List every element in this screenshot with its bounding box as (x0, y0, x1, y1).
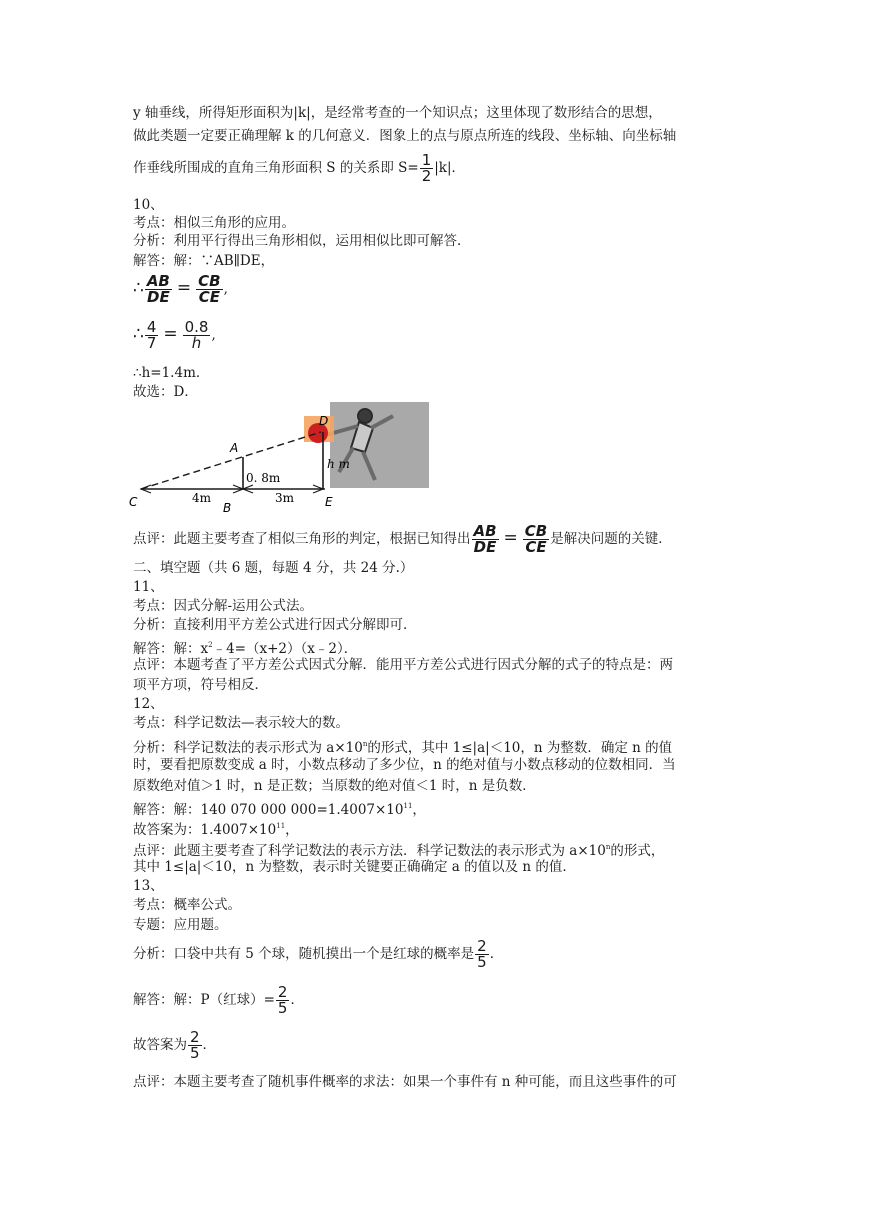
kaodian-line: 考点：因式分解-运用公式法。 (133, 598, 314, 614)
fraction-numerator: 2 (277, 983, 288, 1001)
answer-line: 故选：D． (133, 384, 198, 400)
text-line: 做此类题一定要正确理解 k 的几何意义．图象上的点与原点所连的线段、坐标轴、向坐标轴 (133, 128, 677, 144)
text-run: ． (290, 992, 304, 1008)
fraction-two-fifths (188, 1030, 202, 1061)
text-run: 故答案为 (133, 1037, 187, 1053)
fraction-numerator: AB (473, 522, 497, 540)
fraction-numerator: 2 (190, 1028, 200, 1046)
fraction-numerator: 0.8 (184, 318, 209, 336)
fraction (145, 274, 172, 305)
fraction-denominator: 5 (477, 953, 487, 971)
fraction-numerator: CB (524, 522, 548, 540)
equals-sign: = (163, 324, 178, 344)
superscript: 2 (208, 641, 213, 649)
dianping-line: 点评：本题考查了平方差公式因式分解．能用平方差公式进行因式分解的式子的特点是：两 (133, 657, 673, 673)
text-run: ． (489, 946, 504, 962)
dianping-line: 项平方项，符号相反． (133, 677, 268, 693)
kaodian-line: 考点：科学记数法—表示较大的数。 (133, 715, 349, 731)
therefore-symbol: ∴ (133, 324, 144, 344)
superscript: 11 (276, 822, 286, 830)
fraction-denominator: DE (473, 538, 497, 556)
section-heading: 二、填空题（共 6 题，每题 4 分，共 24 分.） (133, 560, 414, 576)
dianping-line (133, 838, 664, 860)
question-number: 11、 (133, 579, 164, 595)
jieda-line (133, 985, 304, 1016)
text-run: ， (412, 802, 426, 818)
text-line (133, 153, 465, 184)
superscript: n (362, 740, 368, 748)
fraction-numerator: 2 (477, 937, 487, 955)
kaodian-line: 考点：相似三角形的应用。 (133, 215, 295, 231)
text-run: 解答：解：140 070 000 000=1.4007×10 (133, 802, 404, 818)
fraction-denominator: h (191, 334, 202, 352)
fraction-one-half (420, 153, 434, 184)
text-run: 解答：解：P（红球）= (133, 992, 275, 1008)
text-run: ﹣4=（x+2）（x﹣2）． (212, 641, 358, 657)
jieda-line: 解答：解：∵AB∥DE， (133, 253, 275, 269)
point-label-a: A (230, 441, 239, 455)
fraction-two-fifths (276, 985, 290, 1016)
text-line: y 轴垂线，所得矩形面积为|k|，是经常考查的一个知识点；这里体现了数形结合的思想， (133, 105, 662, 121)
text-run: |k|． (434, 160, 466, 176)
equation-ratio-2 (133, 320, 216, 351)
fenxi-line: 分析：利用平行得出三角形相似，运用相似比即可解答． (133, 233, 471, 249)
fenxi-line (133, 939, 503, 970)
text-run: 的形式，其中 1≤|a|＜10，n 为整数．确定 n 的值 (367, 740, 673, 756)
text-run: ， (285, 822, 299, 838)
text-run: 分析：口袋中共有 5 个球，随机摸出一个是红球的概率是 (133, 946, 475, 962)
answer-line (133, 817, 299, 839)
text-run: 作垂线所围成的直角三角形面积 S 的关系即 S= (133, 160, 419, 176)
jieda-line (133, 636, 357, 658)
question-number: 13、 (133, 878, 164, 894)
text-run: 是解决问题的关键． (550, 531, 672, 547)
dianping-line: 其中 1≤|a|＜10，n 为整数，表示时关键要正确确定 a 的值以及 n 的值． (133, 859, 576, 875)
equals-sign: = (176, 278, 192, 298)
text-run: ． (202, 1037, 217, 1053)
equation-ratio-1 (133, 274, 228, 305)
text-run: 解答：解：x (133, 641, 209, 657)
label-cb-length: 4m (192, 491, 212, 505)
fraction-denominator: 5 (277, 999, 288, 1017)
text-run: 分析：科学记数法的表示形式为 a×10 (133, 740, 363, 756)
therefore-symbol: ∴ (133, 278, 144, 298)
point-label-c: C (129, 495, 138, 509)
jieda-line (133, 797, 426, 819)
similar-triangles-figure (129, 402, 429, 514)
fraction (145, 320, 159, 351)
fenxi-line: 原数绝对值＞1 时，n 是正数；当原数的绝对值＜1 时，n 是负数． (133, 778, 536, 794)
fraction-denominator: DE (147, 288, 170, 306)
text-run: 点评：此题主要考查了科学记数法的表示方法．科学记数法的表示形式为 a×10 (133, 843, 606, 859)
fraction-numerator: AB (146, 272, 170, 290)
equals-sign: = (503, 528, 518, 548)
fraction-two-fifths (475, 939, 489, 970)
fraction-denominator: 7 (146, 334, 157, 352)
fraction-denominator: CE (525, 538, 547, 556)
text-run: 的形式， (610, 843, 665, 859)
fraction (196, 274, 222, 305)
fenxi-line: 分析：直接利用平方差公式进行因式分解即可． (133, 617, 417, 633)
result-line: ∴h=1.4m． (133, 365, 210, 381)
superscript: n (605, 843, 611, 851)
zhuanti-line: 专题：应用题。 (133, 917, 228, 933)
kaodian-line: 考点：概率公式。 (133, 897, 241, 913)
label-be-length: 3m (275, 491, 295, 505)
dianping-line: 点评：本题主要考查了随机事件概率的求法：如果一个事件有 n 种可能，而且这些事件的可 (133, 1074, 677, 1090)
photo-background (330, 402, 429, 488)
question-number: 12、 (133, 696, 164, 712)
fraction (472, 524, 499, 555)
fraction (523, 524, 549, 555)
point-label-e: E (325, 495, 333, 509)
fraction-numerator: 1 (421, 151, 432, 169)
fraction-denominator: 2 (421, 167, 432, 185)
point-label-b: B (223, 501, 232, 514)
fraction (183, 320, 211, 351)
superscript: 11 (403, 802, 413, 810)
answer-line (133, 1030, 216, 1061)
text-run: 故答案为：1.4007×10 (133, 822, 277, 838)
fraction-denominator: 5 (190, 1044, 200, 1062)
label-de-length: h m (327, 457, 350, 471)
fenxi-line: 时，要看把原数变成 a 时，小数点移动了多少位，n 的绝对值与小数点移动的位数相同．当 (133, 757, 676, 773)
label-ab-length: 0. 8m (246, 471, 281, 485)
comma: , (223, 281, 228, 297)
fraction-numerator: CB (198, 272, 221, 290)
fraction-denominator: CE (198, 288, 220, 306)
point-label-d: D (319, 414, 329, 428)
question-number: 10、 (133, 197, 164, 213)
fenxi-line (133, 735, 672, 757)
fraction-numerator: 4 (146, 318, 157, 336)
comma: , (211, 327, 216, 343)
text-run: 点评：此题主要考查了相似三角形的判定，根据已知得出 (133, 531, 471, 547)
dianping-line (133, 524, 672, 555)
